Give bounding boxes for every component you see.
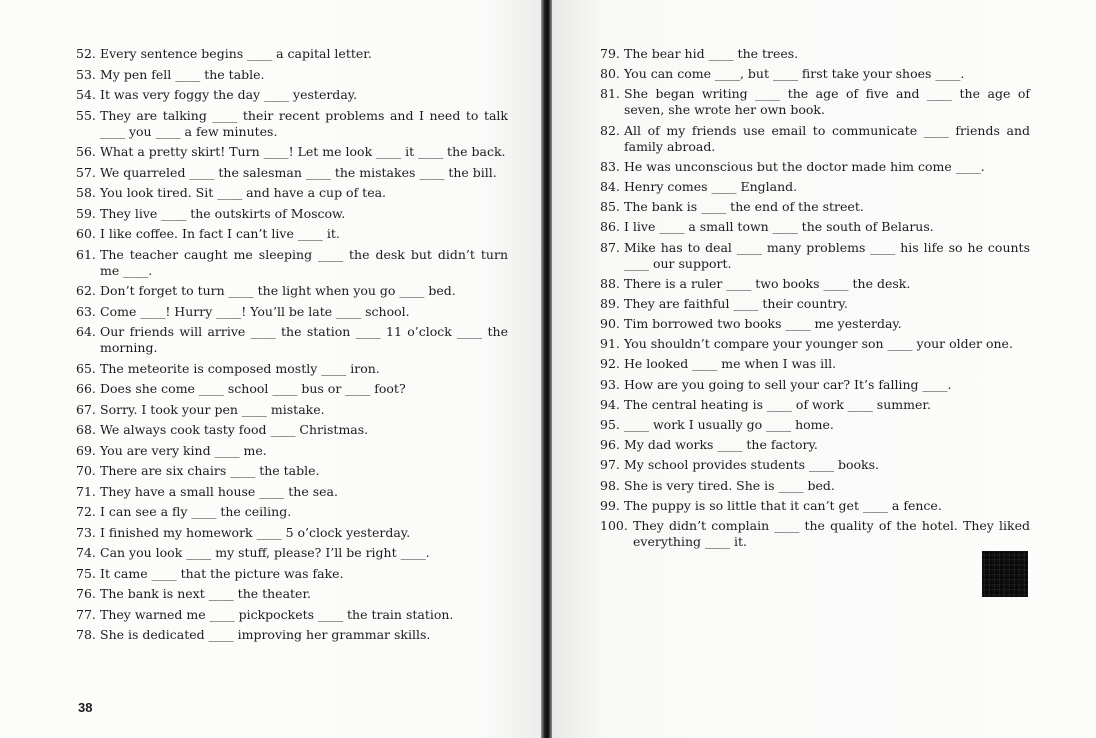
exercise-text: I like coffee. In fact I can’t live ____ it. xyxy=(100,226,340,241)
exercise-text: The bank is next ____ the theater. xyxy=(100,586,312,601)
exercise-item xyxy=(600,219,1030,235)
exercise-item xyxy=(76,627,508,643)
exercise-item xyxy=(76,566,508,582)
exercise-text: We always cook tasty food ____ Christmas. xyxy=(100,422,369,437)
exercise-item xyxy=(600,397,1030,413)
exercise-number: 63. xyxy=(76,303,96,319)
exercise-number: 64. xyxy=(76,324,96,339)
exercise-text: My pen fell ____ the table. xyxy=(100,66,265,82)
exercise-item xyxy=(76,247,508,279)
exercise-number: 94. xyxy=(600,396,620,412)
exercise-number: 67. xyxy=(76,401,96,417)
exercise-text: He was unconscious but the doctor made him come ____. xyxy=(624,158,985,174)
exercise-text: They warned me ____ pickpockets ____ the train station. xyxy=(100,606,454,622)
exercise-item xyxy=(600,437,1030,453)
exercise-number: 61. xyxy=(76,246,96,262)
exercise-text: The meteorite is composed mostly ____ iron. xyxy=(100,360,380,376)
exercise-item xyxy=(76,463,508,479)
exercise-item xyxy=(76,402,508,418)
exercise-number: 99. xyxy=(600,497,620,513)
exercise-number: 70. xyxy=(76,463,96,478)
exercise-item xyxy=(76,165,508,181)
exercise-text: All of my friends use email to communicate ____ friends and family abroad. xyxy=(624,122,1030,154)
exercise-item xyxy=(76,586,508,602)
exercise-number: 66. xyxy=(76,381,96,396)
exercise-item xyxy=(76,206,508,222)
exercise-item xyxy=(76,87,508,103)
exercise-number: 85. xyxy=(600,199,620,215)
exercise-number: 60. xyxy=(76,226,96,241)
exercise-text: My dad works ____ the factory. xyxy=(624,437,818,453)
exercise-item xyxy=(600,46,1030,62)
exercise-text: The central heating is ____ of work ____ summer. xyxy=(624,396,931,412)
exercise-number: 91. xyxy=(600,336,620,352)
exercise-item xyxy=(76,283,508,299)
exercise-text: I live ____ a small town ____ the south of Belarus. xyxy=(624,219,934,235)
exercise-item xyxy=(76,422,508,438)
exercise-item xyxy=(76,324,508,356)
exercise-text: She is very tired. She is ____ bed. xyxy=(624,477,835,493)
exercise-text: I can see a fly ____ the ceiling. xyxy=(100,504,292,519)
exercise-number: 71. xyxy=(76,483,96,499)
exercise-item xyxy=(600,356,1030,372)
exercise-number: 68. xyxy=(76,422,96,437)
exercise-number: 90. xyxy=(600,316,620,332)
exercise-item xyxy=(600,179,1030,195)
exercise-text: He looked ____ me when I was ill. xyxy=(624,356,837,372)
exercise-number: 97. xyxy=(600,457,620,473)
exercise-item xyxy=(76,304,508,320)
exercise-text: They are faithful ____ their country. xyxy=(624,295,848,311)
exercise-item xyxy=(76,46,508,62)
exercise-number: 83. xyxy=(600,158,620,174)
exercise-text: ____ work I usually go ____ home. xyxy=(624,417,834,432)
exercise-item xyxy=(76,484,508,500)
right-exercise-list xyxy=(600,46,1030,554)
exercise-text: My school provides students ____ books. xyxy=(624,457,880,473)
exercise-number: 79. xyxy=(600,46,620,61)
exercise-item xyxy=(600,316,1030,332)
exercise-item xyxy=(600,417,1030,433)
exercise-number: 59. xyxy=(76,205,96,221)
exercise-number: 78. xyxy=(76,627,96,642)
exercise-number: 88. xyxy=(600,275,620,291)
exercise-text: The teacher caught me sleeping ____ the desk but didn’t turn me ____. xyxy=(100,246,508,278)
exercise-item xyxy=(600,240,1030,272)
exercise-item xyxy=(76,144,508,160)
exercise-item xyxy=(76,361,508,377)
exercise-text: You are very kind ____ me. xyxy=(100,442,267,458)
exercise-number: 87. xyxy=(600,239,620,255)
exercise-text: The bear hid ____ the trees. xyxy=(624,46,799,61)
exercise-number: 95. xyxy=(600,417,620,432)
exercise-number: 57. xyxy=(76,164,96,180)
page-number: 38 xyxy=(78,700,93,715)
exercise-text: Henry comes ____ England. xyxy=(624,178,798,194)
exercise-item xyxy=(76,226,508,242)
exercise-text: The bank is ____ the end of the street. xyxy=(624,199,864,215)
exercise-number: 73. xyxy=(76,524,96,540)
exercise-text: You shouldn’t compare your younger son ____ your older one. xyxy=(624,336,1013,352)
exercise-text: They have a small house ____ the sea. xyxy=(100,483,338,499)
exercise-number: 58. xyxy=(76,185,96,200)
exercise-text: I finished my homework ____ 5 o’clock yesterday. xyxy=(100,524,411,540)
exercise-number: 53. xyxy=(76,66,96,82)
exercise-number: 98. xyxy=(600,477,620,493)
exercise-text: Sorry. I took your pen ____ mistake. xyxy=(100,401,325,417)
book-spine xyxy=(541,0,552,738)
exercise-number: 89. xyxy=(600,295,620,311)
exercise-item xyxy=(600,199,1030,215)
exercise-text: You look tired. Sit ____ and have a cup of tea. xyxy=(100,185,387,200)
exercise-text: She is dedicated ____ improving her grammar skills. xyxy=(100,627,431,642)
exercise-item xyxy=(600,518,1030,550)
exercise-text: There is a ruler ____ two books ____ the desk. xyxy=(624,275,911,291)
exercise-text: What a pretty skirt! Turn ____! Let me look ____ it ____ the back. xyxy=(100,144,506,159)
exercise-number: 72. xyxy=(76,504,96,519)
exercise-text: We quarreled ____ the salesman ____ the mistakes ____ the bill. xyxy=(100,164,497,180)
exercise-number: 55. xyxy=(76,107,96,123)
exercise-item xyxy=(600,377,1030,393)
exercise-item xyxy=(76,607,508,623)
exercise-item xyxy=(600,336,1030,352)
exercise-number: 69. xyxy=(76,442,96,458)
exercise-item xyxy=(76,108,508,140)
exercise-text: Does she come ____ school ____ bus or ____ foot? xyxy=(100,381,406,396)
exercise-text: It was very foggy the day ____ yesterday. xyxy=(100,87,358,102)
exercise-text: It came ____ that the picture was fake. xyxy=(100,565,344,581)
exercise-number: 93. xyxy=(600,376,620,392)
exercise-item xyxy=(600,159,1030,175)
exercise-number: 77. xyxy=(76,606,96,622)
exercise-item xyxy=(76,443,508,459)
exercise-item xyxy=(76,545,508,561)
exercise-number: 84. xyxy=(600,178,620,194)
exercise-number: 76. xyxy=(76,586,96,601)
exercise-text: Don’t forget to turn ____ the light when you go ____ bed. xyxy=(100,283,456,298)
exercise-item xyxy=(600,457,1030,473)
exercise-item xyxy=(76,525,508,541)
exercise-item xyxy=(600,276,1030,292)
exercise-item xyxy=(600,66,1030,82)
exercise-text: There are six chairs ____ the table. xyxy=(100,463,320,478)
exercise-item xyxy=(600,86,1030,118)
exercise-text: Can you look ____ my stuff, please? I’ll be right ____. xyxy=(100,545,430,560)
qr-code-icon xyxy=(982,551,1028,597)
exercise-number: 86. xyxy=(600,219,620,235)
exercise-text: They are talking ____ their recent problems and I need to talk ____ you ____ a few minutes. xyxy=(100,107,508,139)
exercise-number: 100. xyxy=(600,517,628,533)
exercise-number: 92. xyxy=(600,356,620,372)
exercise-text: Tim borrowed two books ____ me yesterday. xyxy=(624,316,902,332)
exercise-number: 75. xyxy=(76,565,96,581)
exercise-number: 54. xyxy=(76,87,96,102)
exercise-number: 96. xyxy=(600,437,620,453)
exercise-number: 62. xyxy=(76,283,96,298)
exercise-text: Every sentence begins ____ a capital letter. xyxy=(100,46,372,61)
exercise-item xyxy=(600,478,1030,494)
exercise-number: 81. xyxy=(600,86,620,102)
exercise-text: She began writing ____ the age of five and ____ the age of seven, she wrote her own book. xyxy=(624,86,1030,118)
exercise-text: How are you going to sell your car? It’s falling ____. xyxy=(624,376,952,392)
exercise-item xyxy=(600,498,1030,514)
exercise-text: They live ____ the outskirts of Moscow. xyxy=(100,205,346,221)
exercise-text: Come ____! Hurry ____! You’ll be late ____ school. xyxy=(100,303,410,319)
exercise-number: 80. xyxy=(600,66,620,82)
exercise-text: Our friends will arrive ____ the station ____ 11 o’clock ____ the morning. xyxy=(100,324,508,355)
exercise-item xyxy=(76,185,508,201)
exercise-item xyxy=(76,67,508,83)
exercise-text: The puppy is so little that it can’t get ____ a fence. xyxy=(624,497,942,513)
exercise-text: They didn’t complain ____ the quality of the hotel. They liked everything ____ it. xyxy=(633,517,1030,549)
exercise-item xyxy=(600,123,1030,155)
exercise-item xyxy=(76,504,508,520)
exercise-item xyxy=(600,296,1030,312)
exercise-number: 56. xyxy=(76,144,96,159)
exercise-number: 82. xyxy=(600,122,620,138)
exercise-number: 74. xyxy=(76,545,96,560)
exercise-text: Mike has to deal ____ many problems ____ his life so he counts ____ our support. xyxy=(624,239,1030,271)
exercise-item xyxy=(76,381,508,397)
exercise-number: 52. xyxy=(76,46,96,61)
exercise-text: You can come ____, but ____ first take your shoes ____. xyxy=(624,66,965,82)
exercise-number: 65. xyxy=(76,360,96,376)
left-exercise-list xyxy=(76,46,508,648)
